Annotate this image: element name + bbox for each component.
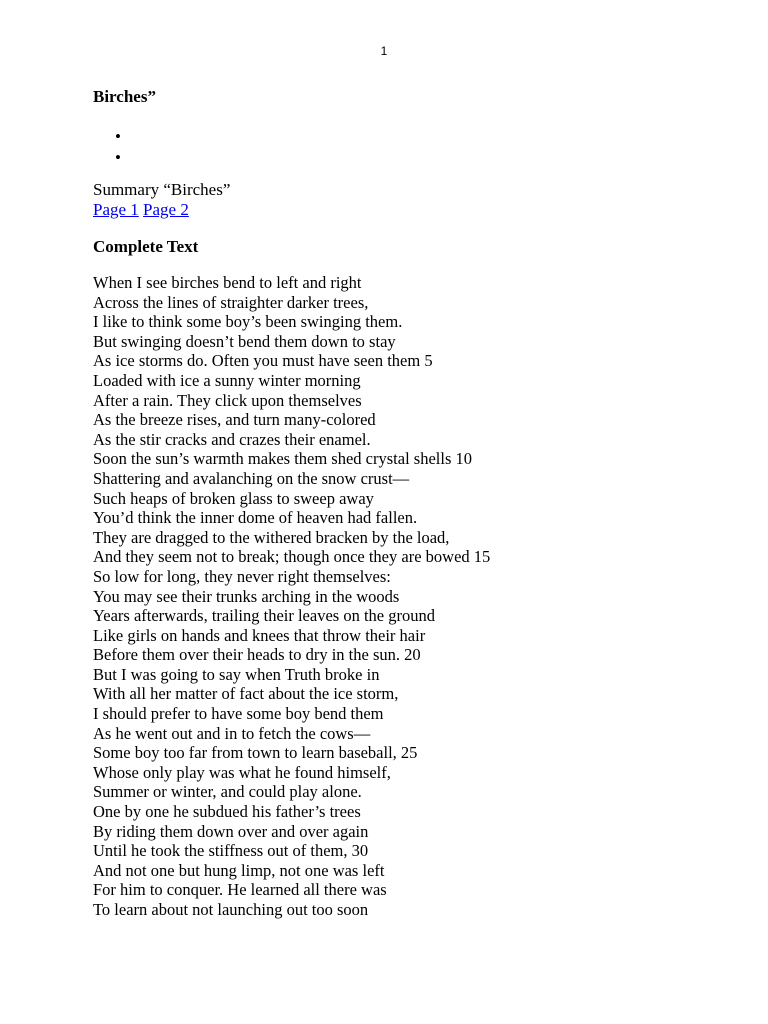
poem-line: Before them over their heads to dry in the sun. 20 bbox=[93, 645, 421, 665]
poem-line: After a rain. They click upon themselves bbox=[93, 390, 362, 410]
poem-line: I should prefer to have some boy bend them bbox=[93, 704, 384, 724]
poem-line: And not one but hung limp, not one was left bbox=[93, 860, 385, 880]
poem-text bbox=[93, 273, 490, 920]
poem-line: You may see their trunks arching in the woods bbox=[93, 586, 400, 606]
complete-text-heading: Complete Text bbox=[93, 237, 199, 256]
poem-line: Soon the sun’s warmth makes them shed crystal shells 10 bbox=[93, 449, 472, 469]
summary-label: Summary “Birches” bbox=[93, 180, 231, 199]
poem-line: So low for long, they never right themselves: bbox=[93, 566, 391, 586]
poem-line: Summer or winter, and could play alone. bbox=[93, 782, 362, 802]
poem-line: With all her matter of fact about the ice storm, bbox=[93, 684, 399, 704]
poem-line: Like girls on hands and knees that throw their hair bbox=[93, 625, 426, 645]
poem-line: When I see birches bend to left and right bbox=[93, 273, 362, 292]
poem-line: As he went out and in to fetch the cows— bbox=[93, 723, 371, 743]
poem-line: They are dragged to the withered bracken by the load, bbox=[93, 527, 450, 547]
page-2-link[interactable]: Page 2 bbox=[143, 200, 189, 219]
poem-line: Shattering and avalanching on the snow crust— bbox=[93, 468, 410, 488]
page-number: 1 bbox=[380, 44, 388, 58]
poem-line: And they seem not to break; though once they are bowed 15 bbox=[93, 547, 491, 567]
poem-line: To learn about not launching out too soon bbox=[93, 900, 369, 919]
poem-line: You’d think the inner dome of heaven had fallen. bbox=[93, 508, 418, 528]
poem-line: As the breeze rises, and turn many-colored bbox=[93, 410, 376, 430]
poem-line: But I was going to say when Truth broke in bbox=[93, 664, 380, 684]
document-title: Birches” bbox=[93, 87, 156, 106]
poem-line: For him to conquer. He learned all there was bbox=[93, 880, 387, 900]
poem-line: Years afterwards, trailing their leaves on the ground bbox=[93, 606, 435, 626]
page-1-link[interactable]: Page 1 bbox=[93, 200, 139, 219]
poem-line: As the stir cracks and crazes their enamel. bbox=[93, 429, 371, 449]
poem-line: As ice storms do. Often you must have seen them 5 bbox=[93, 351, 433, 371]
poem-line: By riding them down over and over again bbox=[93, 821, 369, 841]
page-links bbox=[93, 200, 189, 220]
poem-line: Such heaps of broken glass to sweep away bbox=[93, 488, 374, 508]
poem-line: Whose only play was what he found himself, bbox=[93, 762, 391, 782]
poem-line: I like to think some boy’s been swinging them. bbox=[93, 312, 403, 332]
poem-line: But swinging doesn’t bend them down to stay bbox=[93, 331, 396, 351]
poem-line: Some boy too far from town to learn baseball, 25 bbox=[93, 743, 418, 763]
poem-line: Loaded with ice a sunny winter morning bbox=[93, 370, 361, 390]
poem-line: One by one he subdued his father’s trees bbox=[93, 802, 361, 822]
poem-line: Until he took the stiffness out of them, 30 bbox=[93, 841, 369, 861]
poem-line: Across the lines of straighter darker trees, bbox=[93, 292, 369, 312]
